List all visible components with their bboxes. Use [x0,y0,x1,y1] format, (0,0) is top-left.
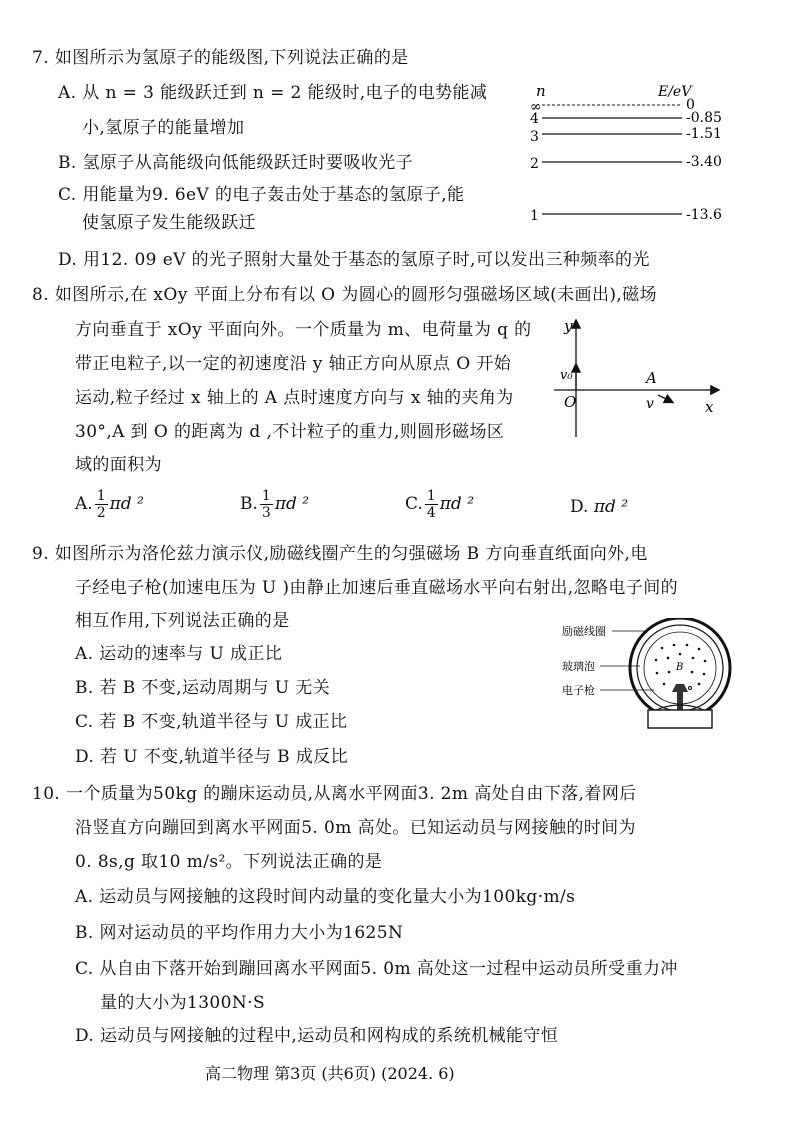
v-label: v [646,396,654,412]
level-n-4: 4 [530,111,539,127]
q7-option-c-line1: C. 用能量为9. 6eV 的电子轰击处于基态的氢原子,能 [58,185,465,205]
q10-stem-line2: 沿竖直方向蹦回到离水平网面5. 0m 高处。已知运动员与网接触的时间为 [75,818,636,838]
q10-option-d: D. 运动员与网接触的过程中,运动员和网构成的系统机械能守恒 [75,1026,559,1046]
q9-stem-line3: 相互作用,下列说法正确的是 [75,611,290,631]
q8-stem-line4: 运动,粒子经过 x 轴上的 A 点时速度方向与 x 轴的夹角为 [75,388,514,408]
q8-option-a-tail: πd ² [109,494,144,514]
level-e-3: -1.51 [686,126,722,142]
q8-option-c-den: 4 [426,505,436,521]
energy-level-diagram [520,78,730,228]
q8-option-c-prefix: C. [405,494,423,514]
level-n-inf: ∞ [530,99,542,115]
y-axis-label: y [564,317,573,335]
q8-option-a [75,488,144,521]
q8-stem-line1: 8. 如图所示,在 xOy 平面上分布有以 O 为圆心的圆形匀强磁场区域(未画出),磁场 [32,285,657,305]
q8-option-b-prefix: B. [240,494,258,514]
q7-option-a-line1: A. 从 n = 3 能级跃迁到 n = 2 能级时,电子的电势能减 [58,83,488,103]
level-n-2: 2 [530,156,539,172]
q8-stem-line2: 方向垂直于 xOy 平面向外。一个质量为 m、电荷量为 q 的 [75,320,532,340]
field-b-label: B [676,662,684,673]
q8-option-c [405,488,474,521]
gun-label: 电子枪 [562,684,595,697]
q8-option-a-den: 2 [96,505,106,521]
xoy-coordinate-figure [548,315,728,443]
q10-option-b: B. 网对运动员的平均作用力大小为1625N [75,923,404,943]
q7-option-d: D. 用12. 09 eV 的光子照射大量处于基态的氢原子时,可以发出三种频率的光 [58,250,650,270]
q8-option-a-num: 1 [96,488,106,504]
q8-option-d-prefix: D. [570,497,589,517]
base-stand [648,710,712,728]
q7-stem: 7. 如图所示为氢原子的能级图,下列说法正确的是 [32,48,409,68]
level-n-1: 1 [530,208,539,224]
q9-option-b: B. 若 B 不变,运动周期与 U 无关 [75,678,331,698]
q9-option-c: C. 若 B 不变,轨道半径与 U 成正比 [75,712,348,732]
q9-option-d: D. 若 U 不变,轨道半径与 B 成反比 [75,747,349,767]
v-arrow [658,395,672,402]
q8-option-d-tail: πd ² [593,497,629,517]
q8-stem-line6: 域的面积为 [75,455,162,475]
q7-option-b: B. 氢原子从高能级向低能级跃迁时要吸收光子 [58,153,414,173]
point-a-label: A [646,369,657,387]
page-footer: 高二物理 第3页 (共6页) (2024. 6) [205,1064,455,1083]
q8-option-b-tail: πd ² [274,494,310,514]
q8-option-d [570,497,628,517]
q8-option-b-num: 1 [261,488,271,504]
q7-option-a-line2: 小,氢原子的能量增加 [82,118,245,138]
q9-option-a: A. 运动的速率与 U 成正比 [75,644,283,664]
q9-stem-line2: 子经电子枪(加速电压为 U )由静止加速后垂直磁场水平向右射出,忽略电子间的 [75,578,679,598]
x-axis-label: x [705,398,714,416]
q8-option-c-num: 1 [426,488,436,504]
level-n-3: 3 [530,129,539,145]
lorentz-demonstrator-figure [556,618,736,733]
v0-label: v₀ [560,368,573,383]
q9-stem-line1: 9. 如图所示为洛伦兹力演示仪,励磁线圈产生的匀强磁场 B 方向垂直纸面向外,电 [32,544,648,564]
q7-option-c-line2: 使氢原子发生能级跃迁 [82,213,256,233]
q8-option-b-den: 3 [261,505,271,521]
level-e-label: E/eV [658,84,692,100]
q8-option-a-prefix: A. [75,494,93,514]
level-n-label: n [536,82,546,100]
q10-option-c-line1: C. 从自由下落开始到蹦回离水平网面5. 0m 高处这一过程中运动员所受重力冲 [75,959,678,979]
q8-stem-line5: 30°,A 到 O 的距离为 d ,不计粒子的重力,则圆形磁场区 [75,422,505,442]
q10-stem-line1: 10. 一个质量为50kg 的蹦床运动员,从离水平网面3. 2m 高处自由下落,着网后 [32,784,637,804]
origin-label: O [564,393,577,411]
q10-stem-line3: 0. 8s,g 取10 m/s²。下列说法正确的是 [75,852,383,872]
electron-gun [672,684,688,692]
q10-option-c-line2: 量的大小为1300N·S [100,993,265,1013]
level-e-inf: 0 [686,97,695,113]
level-e-1: -13.6 [686,207,722,223]
level-e-2: -3.40 [686,154,722,170]
q8-option-b [240,488,309,521]
q8-option-c-tail: πd ² [439,494,475,514]
bulb-label: 玻璃泡 [562,660,595,673]
q10-option-a: A. 运动员与网接触的这段时间内动量的变化量大小为100kg·m/s [75,887,576,907]
level-e-4: -0.85 [686,110,722,126]
coil-label: 励磁线圈 [562,625,606,638]
q8-stem-line3: 带正电粒子,以一定的初速度沿 y 轴正方向从原点 O 开始 [75,354,512,374]
